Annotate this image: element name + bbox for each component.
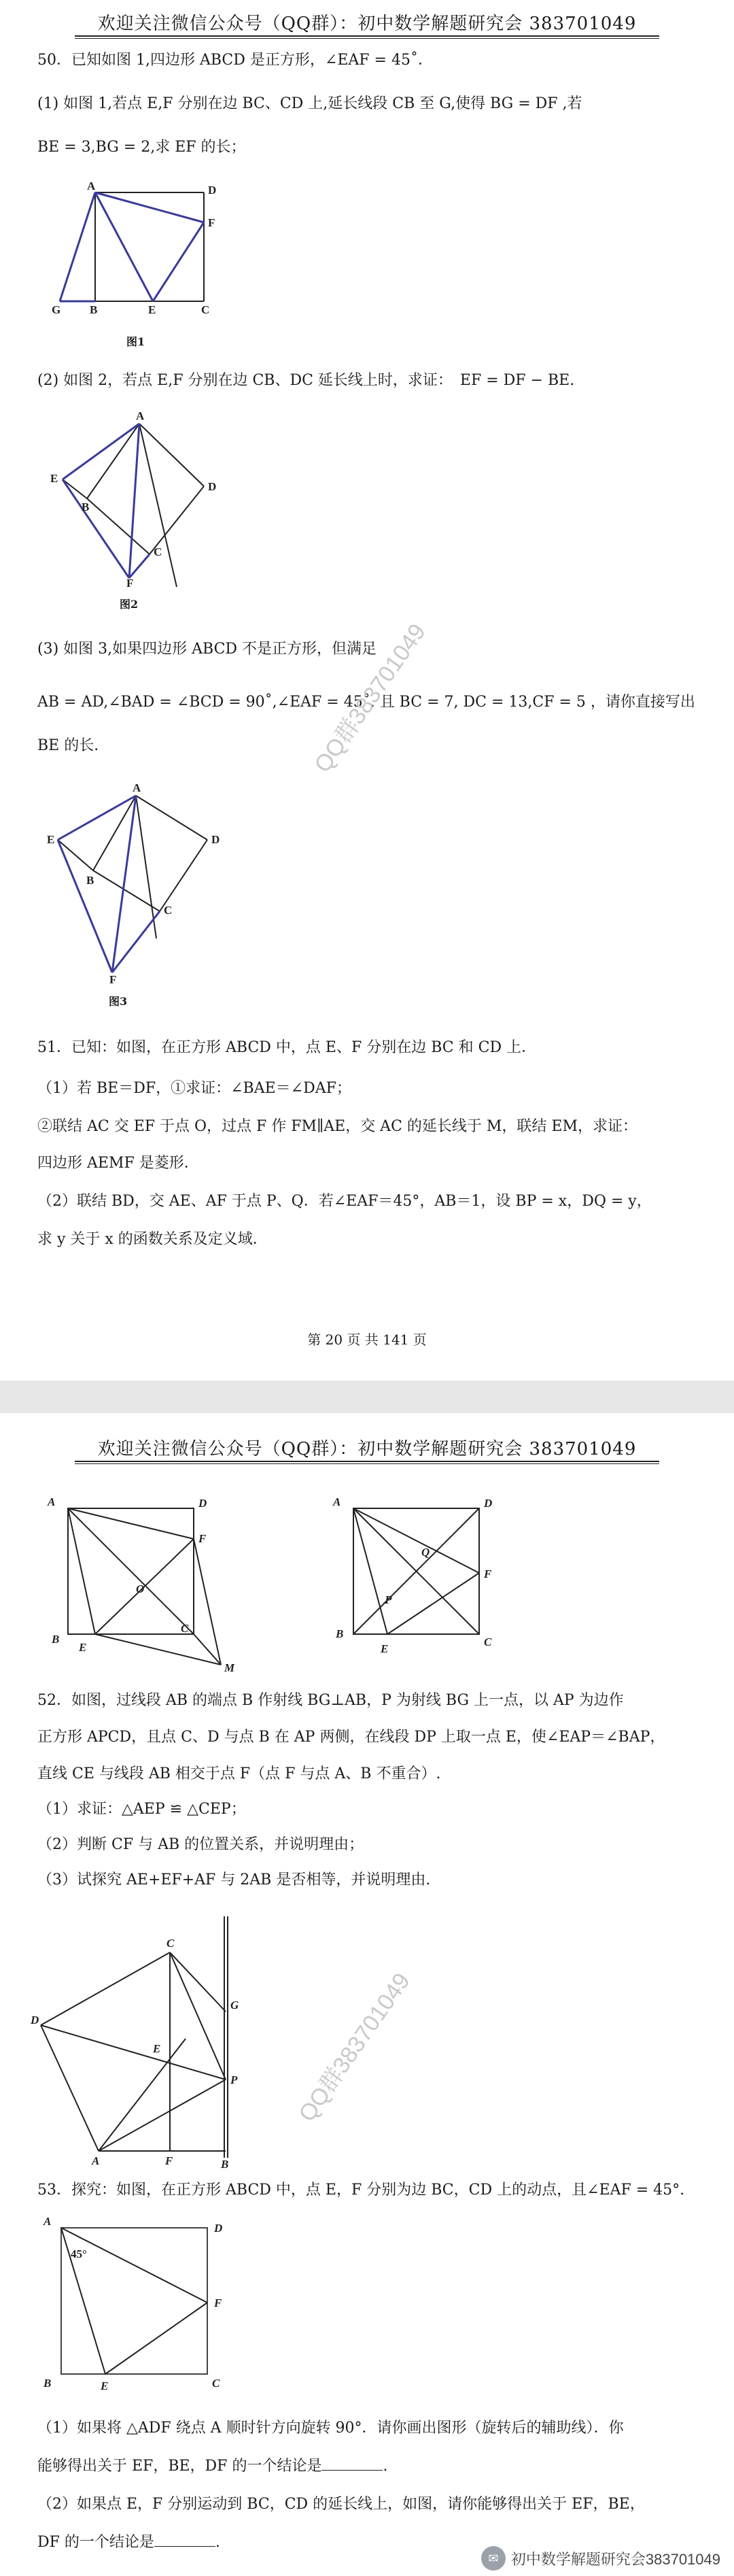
problem-53-q2-line1: （2）如果点 E，F 分别运动到 BC，CD 的延长线上，如图，请你能够得出关于 EF，BE， xyxy=(37,2496,645,2513)
label-G: G xyxy=(52,303,61,316)
problem-51-q2-line1: （2）联结 BD，交 AE、AF 于点 P、Q．若∠EAF＝45°，AB＝1，设 BP = x，DQ = y， xyxy=(37,1193,652,1210)
label-B: B xyxy=(221,2158,229,2168)
figure-51-right xyxy=(326,1488,510,1665)
figure-3-caption: 图3 xyxy=(109,995,128,1008)
label-E: E xyxy=(153,2042,161,2055)
problem-51-title: 51．已知：如图，在正方形 ABCD 中，点 E、F 分别在边 BC 和 CD 上． xyxy=(37,1039,537,1056)
problem-52-line3: 直线 CE 与线段 AB 相交于点 F（点 F 与点 A、B 不重合）. xyxy=(37,1765,441,1782)
angle-45-label: 45° xyxy=(71,2248,87,2260)
label-P: P xyxy=(230,2073,238,2086)
label-F: F xyxy=(198,1532,207,1545)
page-2 xyxy=(0,1413,734,2576)
label-C: C xyxy=(181,1622,189,1635)
label-B: B xyxy=(86,874,94,887)
problem-51-q2-line2: 求 y 关于 x 的函数关系及定义域． xyxy=(37,1231,268,1248)
label-F: F xyxy=(165,2154,173,2167)
label-F: F xyxy=(214,2297,222,2309)
label-B: B xyxy=(336,1627,344,1640)
figure-51-left xyxy=(41,1488,265,1672)
problem-51-q1b-line2: 四边形 AEMF 是菱形． xyxy=(37,1155,199,1172)
header-rule-thin xyxy=(75,38,659,39)
label-G: G xyxy=(230,1999,239,2012)
label-E: E xyxy=(148,303,156,316)
label-D: D xyxy=(31,2014,39,2027)
label-F: F xyxy=(126,577,134,588)
label-O: O xyxy=(136,1582,145,1595)
label-C: C xyxy=(154,545,162,558)
label-C: C xyxy=(212,2377,220,2390)
figure-1-blue-lines xyxy=(60,192,204,301)
label-Q: Q xyxy=(421,1546,430,1559)
label-D: D xyxy=(214,2222,223,2235)
label-A: A xyxy=(133,781,141,794)
label-D: D xyxy=(198,1497,207,1510)
label-E: E xyxy=(79,1641,87,1654)
page-footer: 第 20 页 共 141 页 xyxy=(307,1332,427,1348)
problem-50-q2: (2) 如图 2，若点 E,F 分别在边 CB、DC 延长线上时，求证： EF = DF − BE. xyxy=(37,372,575,389)
label-B: B xyxy=(43,2377,52,2390)
problem-50-q1-line1: (1) 如图 1,若点 E,F 分别在边 BC、CD 上,延长线段 CB 至 G,使得 BG = DF ,若 xyxy=(37,95,582,112)
problem-52-q2: （2）判断 CF 与 AB 的位置关系，并说明理由； xyxy=(37,1836,364,1853)
problem-53-title: 53．探究：如图，在正方形 ABCD 中，点 E，F 分别为边 BC，CD 上的动点，且∠EAF = 45°. xyxy=(37,2182,685,2199)
answer-blank-2[interactable] xyxy=(154,2531,215,2547)
label-F: F xyxy=(484,1567,492,1580)
label-E: E xyxy=(47,833,55,846)
label-D: D xyxy=(484,1497,493,1510)
problem-53-q1-line2: 能够得出关于 EF，BE，DF 的一个结论是 xyxy=(37,2458,322,2475)
label-D: D xyxy=(208,480,217,493)
figure-1-caption: 图1 xyxy=(126,335,145,348)
problem-50-q3-line2: AB = AD,∠BAD = ∠BCD = 90˚,∠EAF = 45˚, 且 BC = 7, DC = 13,CF = 5 ，请你直接写出 xyxy=(37,694,695,711)
page-header: 欢迎关注微信公众号（QQ群）：初中数学解题研究会 383701049 xyxy=(97,14,637,34)
figure-53 xyxy=(41,2209,238,2392)
label-C: C xyxy=(484,1636,492,1648)
problem-50-q3-line3: BE 的长. xyxy=(37,737,99,754)
problem-50-q3-line1: (3) 如图 3,如果四边形 ABCD 不是正方形，但满足 xyxy=(37,641,377,658)
wechat-brand xyxy=(481,2546,720,2571)
answer-blank-1[interactable] xyxy=(321,2455,383,2471)
problem-52-q3: （3）试探究 AE+EF+AF 与 2AB 是否相等，并说明理由. xyxy=(37,1871,431,1888)
problem-53-q1-line1: （1）如果将 △ADF 绕点 A 顺时针方向旋转 90°．请你画出图形（旋转后的辅助线）．你 xyxy=(37,2420,624,2437)
problem-52-q1: （1）求证：△AEP ≌ △CEP； xyxy=(37,1801,246,1818)
label-C: C xyxy=(201,303,210,316)
label-D: D xyxy=(211,833,220,846)
problem-51-q1: （1）若 BE＝DF，①求证：∠BAE＝∠DAF； xyxy=(37,1080,351,1097)
label-E: E xyxy=(381,1642,389,1655)
problem-53-q1-line2-wrap: 能够得出关于 EF，BE，DF 的一个结论是 . xyxy=(37,2455,387,2477)
label-C: C xyxy=(167,1937,175,1950)
label-F: F xyxy=(109,973,117,986)
header-rule-thin xyxy=(75,1463,659,1464)
problem-52-line2: 正方形 APCD，且点 C、D 与点 B 在 AP 两侧，在线段 DP 上取一点 E，使∠EAP＝∠BAP， xyxy=(37,1729,665,1746)
watermark: QQ群383701049 xyxy=(309,619,431,777)
problem-53-q2-line2-wrap: DF 的一个结论是 . xyxy=(37,2531,220,2553)
problem-50-q1-line2: BE = 3,BG = 2,求 EF 的长； xyxy=(37,139,246,156)
header-rule xyxy=(75,1461,659,1462)
page-header: 欢迎关注微信公众号（QQ群）：初中数学解题研究会 383701049 xyxy=(97,1439,637,1459)
wechat-icon: ✉ xyxy=(481,2546,506,2571)
figure-3 xyxy=(44,768,241,1006)
problem-52-line1: 52．如图，过线段 AB 的端点 B 作射线 BG⊥AB，P 为射线 BG 上一点，以 AP 为边作 xyxy=(37,1692,624,1709)
brand-text: 初中数学解题研究会383701049 xyxy=(510,2550,720,2568)
figure-2-caption: 图2 xyxy=(120,598,139,611)
problem-51-q1b-line1: ②联结 AC 交 EF 于点 O，过点 F 作 FM∥AE，交 AC 的延长线于 M，联结 EM，求证： xyxy=(37,1118,637,1135)
figure-2 xyxy=(48,411,224,588)
problem-53-q2-line2: DF 的一个结论是 xyxy=(37,2534,154,2551)
label-F: F xyxy=(208,216,215,229)
label-M: M xyxy=(224,1661,235,1672)
label-C: C xyxy=(164,904,173,917)
label-A: A xyxy=(87,180,96,192)
label-P: P xyxy=(385,1593,392,1606)
label-B: B xyxy=(82,501,90,513)
label-A: A xyxy=(48,1495,56,1508)
label-B: B xyxy=(52,1633,60,1646)
label-D: D xyxy=(208,184,217,197)
page-gap xyxy=(0,1380,734,1413)
label-B: B xyxy=(90,303,98,316)
figure-1 xyxy=(48,180,231,316)
label-A: A xyxy=(136,411,145,422)
label-E: E xyxy=(101,2379,109,2392)
figure-52 xyxy=(24,1910,262,2168)
label-A: A xyxy=(92,2154,100,2167)
label-A: A xyxy=(333,1495,341,1508)
header-rule xyxy=(75,35,659,37)
label-E: E xyxy=(50,472,58,485)
problem-50-title: 50．已知如图 1,四边形 ABCD 是正方形，∠EAF = 45˚． xyxy=(37,52,433,69)
label-A: A xyxy=(43,2215,52,2228)
watermark: QQ群383701049 xyxy=(294,1968,415,2126)
